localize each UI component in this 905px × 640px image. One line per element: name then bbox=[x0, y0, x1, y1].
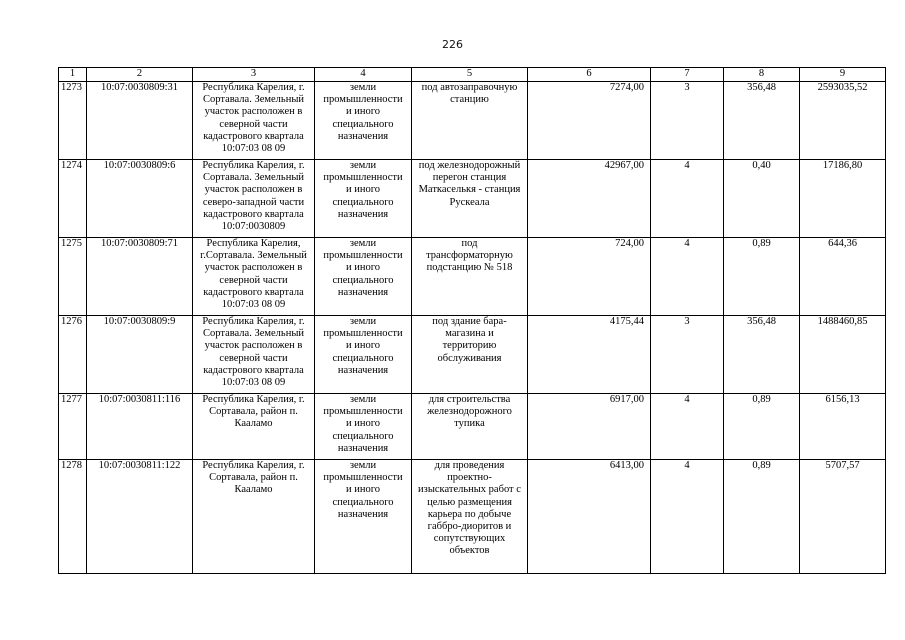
category-line: промышленности bbox=[323, 172, 403, 184]
area-value: 6917,00 bbox=[528, 394, 651, 460]
location-line: северо-западной части bbox=[202, 196, 305, 208]
page-number: 226 bbox=[442, 38, 463, 51]
location-line: кадастрового квартала bbox=[203, 208, 304, 220]
location-line: Сортавала. Земельный bbox=[202, 172, 304, 184]
category-line: и иного bbox=[345, 340, 381, 352]
category-line: земли bbox=[349, 394, 377, 405]
purpose-line: тупика bbox=[454, 418, 485, 430]
purpose-line: железнодорожного bbox=[427, 406, 512, 418]
area-value: 724,00 bbox=[528, 238, 651, 316]
row-number: 1278 bbox=[59, 460, 87, 574]
location-line: участок расположен в bbox=[204, 262, 303, 274]
purpose-line: станцию bbox=[450, 94, 489, 106]
purpose-line: перегон станция bbox=[432, 172, 507, 184]
area-value: 4175,44 bbox=[528, 316, 651, 394]
purpose-line: трансформаторную bbox=[426, 250, 513, 262]
purpose-line: под железнодорожный bbox=[418, 160, 521, 171]
location-line: Сортавала, район п. bbox=[209, 406, 298, 418]
column-9-value: 6156,13 bbox=[800, 394, 886, 460]
column-header-4: 4 bbox=[315, 68, 412, 82]
purpose-line: обслуживания bbox=[437, 352, 502, 364]
column-7-value: 4 bbox=[651, 460, 724, 574]
cadastral-number: 10:07:0030811:122 bbox=[87, 460, 193, 574]
category-line: промышленности bbox=[323, 94, 403, 106]
column-header-2: 2 bbox=[87, 68, 193, 82]
location-line: участок расположен в bbox=[204, 340, 303, 352]
category-cell bbox=[315, 316, 412, 394]
category-line: специального bbox=[332, 118, 394, 130]
category-line: земли bbox=[349, 316, 377, 327]
column-8-value: 0,89 bbox=[724, 238, 800, 316]
row-number: 1277 bbox=[59, 394, 87, 460]
row-number: 1273 bbox=[59, 82, 87, 160]
location-line: участок расположен в bbox=[204, 184, 303, 196]
column-8-value: 356,48 bbox=[724, 82, 800, 160]
area-value: 7274,00 bbox=[528, 82, 651, 160]
category-line: специального bbox=[332, 196, 394, 208]
area-value: 42967,00 bbox=[528, 160, 651, 238]
category-line: назначения bbox=[337, 208, 389, 220]
table-row bbox=[59, 82, 886, 160]
category-line: специального bbox=[332, 274, 394, 286]
location-cell bbox=[193, 316, 315, 394]
purpose-cell bbox=[412, 160, 528, 238]
location-cell bbox=[193, 82, 315, 160]
category-line: земли bbox=[349, 238, 377, 249]
purpose-line: магазина и bbox=[445, 328, 494, 340]
location-line: северной части bbox=[219, 274, 288, 286]
location-line: Сортавала. Земельный bbox=[202, 328, 304, 340]
location-line: кадастрового квартала bbox=[203, 130, 304, 142]
category-line: назначения bbox=[337, 364, 389, 376]
purpose-line: целью размещения bbox=[427, 496, 512, 508]
purpose-line: изыскательных работ с bbox=[418, 484, 521, 496]
category-line: и иного bbox=[345, 262, 381, 274]
column-header-7: 7 bbox=[651, 68, 724, 82]
purpose-line: объектов bbox=[449, 545, 490, 557]
purpose-line: проектно- bbox=[447, 472, 492, 484]
location-line: 10:07:03 08 09 bbox=[221, 299, 286, 311]
land-register-table bbox=[58, 67, 886, 574]
category-cell bbox=[315, 394, 412, 460]
column-8-value: 0,89 bbox=[724, 460, 800, 574]
cadastral-number: 10:07:0030809:6 bbox=[87, 160, 193, 238]
row-number: 1275 bbox=[59, 238, 87, 316]
column-7-value: 3 bbox=[651, 316, 724, 394]
cadastral-number: 10:07:0030811:116 bbox=[87, 394, 193, 460]
purpose-line: для проведения bbox=[434, 460, 505, 471]
purpose-line: для строительства bbox=[428, 394, 511, 405]
purpose-line: под здание бара- bbox=[432, 316, 507, 327]
column-8-value: 0,89 bbox=[724, 394, 800, 460]
location-line: Республика Карелия, г. bbox=[202, 394, 305, 405]
category-cell bbox=[315, 238, 412, 316]
table-row bbox=[59, 460, 886, 574]
purpose-line: габбро-диоритов и bbox=[427, 521, 512, 533]
category-cell bbox=[315, 160, 412, 238]
category-line: земли bbox=[349, 160, 377, 171]
category-line: промышленности bbox=[323, 328, 403, 340]
purpose-line: Маткаселькя - станция bbox=[418, 184, 521, 196]
category-line: назначения bbox=[337, 286, 389, 298]
category-line: и иного bbox=[345, 106, 381, 118]
location-line: Республика Карелия, г. bbox=[202, 160, 305, 171]
location-line: Сортавала, район п. bbox=[209, 472, 298, 484]
location-line: Сортавала. Земельный bbox=[202, 94, 304, 106]
category-line: и иного bbox=[345, 484, 381, 496]
column-8-value: 356,48 bbox=[724, 316, 800, 394]
category-line: и иного bbox=[345, 418, 381, 430]
table-row bbox=[59, 160, 886, 238]
table-row bbox=[59, 238, 886, 316]
column-header-6: 6 bbox=[528, 68, 651, 82]
category-line: специального bbox=[332, 496, 394, 508]
column-9-value: 17186,80 bbox=[800, 160, 886, 238]
location-line: кадастрового квартала bbox=[203, 286, 304, 298]
category-line: назначения bbox=[337, 130, 389, 142]
location-line: Кааламо bbox=[234, 418, 273, 430]
location-line: северной части bbox=[219, 118, 288, 130]
location-line: Республика Карелия, г. bbox=[202, 316, 305, 327]
table-row bbox=[59, 316, 886, 394]
category-line: промышленности bbox=[323, 250, 403, 262]
table-row bbox=[59, 394, 886, 460]
column-7-value: 4 bbox=[651, 394, 724, 460]
location-line: северной части bbox=[219, 352, 288, 364]
column-header-1: 1 bbox=[59, 68, 87, 82]
category-line: назначения bbox=[337, 508, 389, 520]
category-line: земли bbox=[349, 82, 377, 93]
purpose-line: карьера по добыче bbox=[427, 508, 512, 520]
column-header-8: 8 bbox=[724, 68, 800, 82]
location-cell bbox=[193, 394, 315, 460]
cadastral-number: 10:07:0030809:71 bbox=[87, 238, 193, 316]
purpose-line: сопутствующих bbox=[433, 533, 506, 545]
category-cell bbox=[315, 460, 412, 574]
location-line: кадастрового квартала bbox=[203, 364, 304, 376]
category-line: специального bbox=[332, 352, 394, 364]
location-line: г.Сортавала. Земельный bbox=[200, 250, 307, 262]
column-9-value: 644,36 bbox=[800, 238, 886, 316]
purpose-cell bbox=[412, 82, 528, 160]
purpose-line: Рускеала bbox=[449, 196, 490, 208]
category-line: промышленности bbox=[323, 472, 403, 484]
column-7-value: 4 bbox=[651, 238, 724, 316]
category-line: специального bbox=[332, 430, 394, 442]
location-line: Республика Карелия, г. bbox=[202, 460, 305, 471]
category-line: земли bbox=[349, 460, 377, 471]
purpose-cell bbox=[412, 394, 528, 460]
category-line: назначения bbox=[337, 442, 389, 454]
location-line: Кааламо bbox=[234, 484, 273, 496]
location-cell bbox=[193, 460, 315, 574]
row-number: 1274 bbox=[59, 160, 87, 238]
category-line: и иного bbox=[345, 184, 381, 196]
purpose-line: подстанцию № 518 bbox=[426, 262, 513, 274]
category-line: промышленности bbox=[323, 406, 403, 418]
column-header-3: 3 bbox=[193, 68, 315, 82]
location-line: участок расположен в bbox=[204, 106, 303, 118]
cadastral-number: 10:07:0030809:9 bbox=[87, 316, 193, 394]
location-line: 10:07:03 08 09 bbox=[221, 143, 286, 155]
location-line: 10:07:03 08 09 bbox=[221, 377, 286, 389]
purpose-line: под bbox=[461, 238, 478, 249]
purpose-line: территорию bbox=[442, 340, 497, 352]
column-9-value: 1488460,85 bbox=[800, 316, 886, 394]
header-row bbox=[59, 68, 886, 82]
area-value: 6413,00 bbox=[528, 460, 651, 574]
column-9-value: 5707,57 bbox=[800, 460, 886, 574]
location-cell bbox=[193, 160, 315, 238]
column-header-9: 9 bbox=[800, 68, 886, 82]
column-8-value: 0,40 bbox=[724, 160, 800, 238]
location-line: Республика Карелия, bbox=[206, 238, 301, 249]
cadastral-number: 10:07:0030809:31 bbox=[87, 82, 193, 160]
category-cell bbox=[315, 82, 412, 160]
column-header-5: 5 bbox=[412, 68, 528, 82]
column-7-value: 4 bbox=[651, 160, 724, 238]
purpose-cell bbox=[412, 316, 528, 394]
column-7-value: 3 bbox=[651, 82, 724, 160]
row-number: 1276 bbox=[59, 316, 87, 394]
purpose-line: под автозаправочную bbox=[421, 82, 518, 93]
purpose-cell bbox=[412, 460, 528, 574]
location-line: 10:07:0030809 bbox=[221, 221, 286, 233]
location-cell bbox=[193, 238, 315, 316]
purpose-cell bbox=[412, 238, 528, 316]
location-line: Республика Карелия, г. bbox=[202, 82, 305, 93]
column-9-value: 2593035,52 bbox=[800, 82, 886, 160]
